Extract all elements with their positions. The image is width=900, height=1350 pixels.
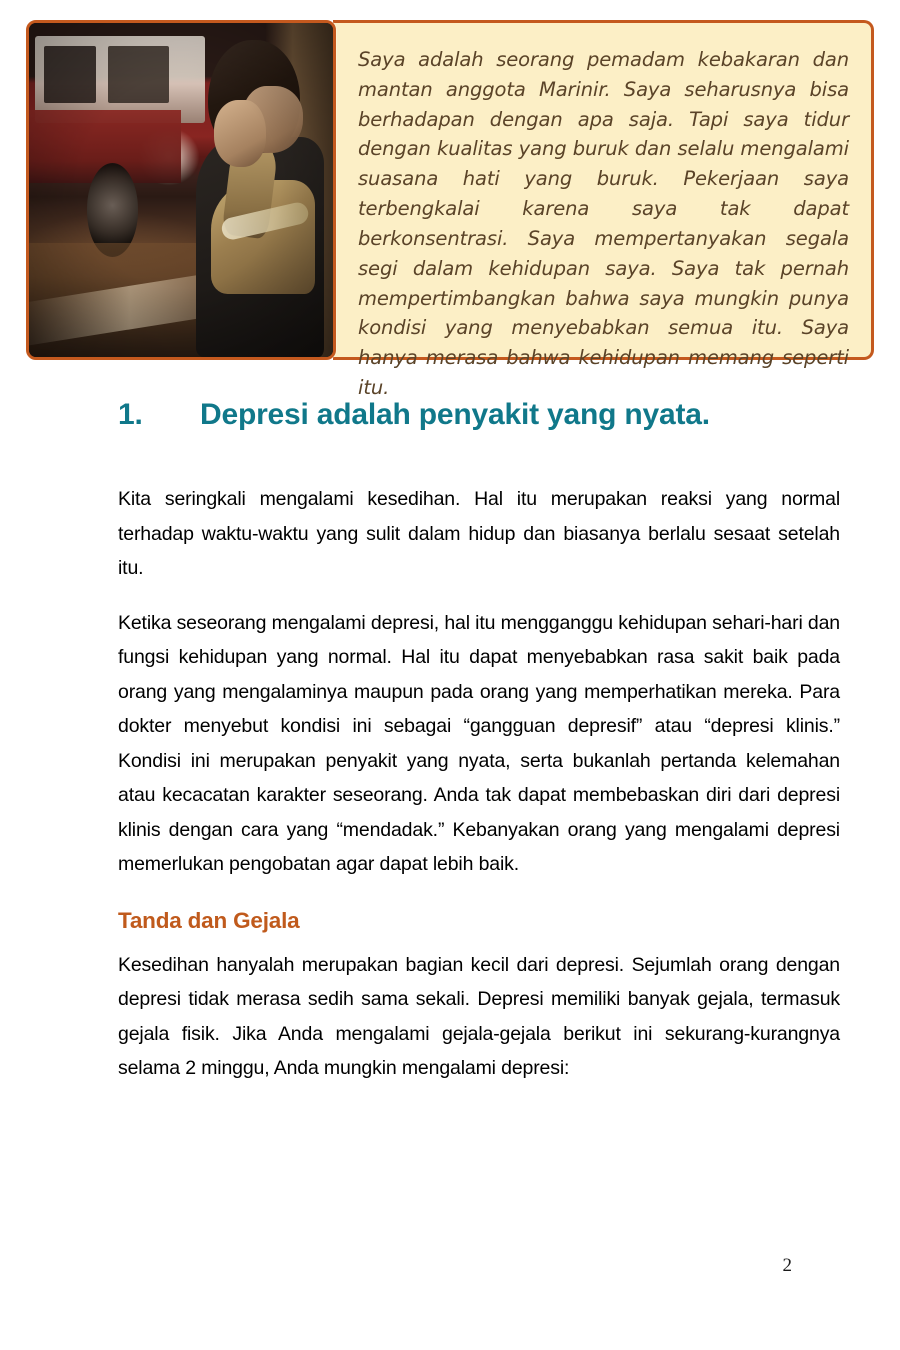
subheading-tanda-dan-gejala: Tanda dan Gejala <box>118 907 300 933</box>
body-content <box>118 482 840 1086</box>
photo-scene <box>29 23 333 357</box>
body-paragraph-1: Kita seringkali mengalami kesedihan. Hal itu merupakan reaksi yang normal terhadap waktu-waktu yang sulit dalam hidup dan biasanya berlalu sesaat setelah itu. <box>118 488 840 579</box>
pull-quote-box <box>333 20 874 400</box>
fire-truck-window-left-shape <box>44 46 96 103</box>
section-number: 1. <box>118 398 143 431</box>
fire-truck-window-right-shape <box>108 46 169 103</box>
body-paragraph-2: Ketika seseorang mengalami depresi, hal itu mengganggu kehidupan sehari-hari dan fungsi kehidupan yang normal. Hal itu dapat menyebabkan rasa sakit baik pada orang yang mengalaminya maupun pada orang yang memperhatikan mereka. Para dokter menyebut kondisi ini sebagai “gangguan depresif” atau “depresi klinis.” Kondisi ini merupakan penyakit yang nyata, serta bukanlah pertanda kelemahan atau kecacatan karakter seseorang. Anda tak dapat membebaskan diri dari depresi klinis dengan cara yang “mendadak.” Kebanyakan orang yang mengalami depresi memerlukan pengobatan agar dapat lebih baik. <box>118 611 840 875</box>
page-number: 2 <box>782 1255 792 1276</box>
firefighter-hand-shape <box>214 100 266 167</box>
body-paragraph-3: Kesedihan hanyalah merupakan bagian kecil dari depresi. Sejumlah orang dengan depresi tidak merasa sedih sama sekali. Depresi memiliki banyak gejala, termasuk gejala fisik. Jika Anda mengalami gejala-gejala berikut ini sekurang-kurangnya selama 2 minggu, Anda mungkin mengalami depresi: <box>118 953 840 1079</box>
section-title: Depresi adalah penyakit yang nyata. <box>200 398 710 431</box>
pull-quote-text: Saya adalah seorang pemadam kebakaran dan mantan anggota Marinir. Saya seharusnya bisa berhadapan dengan apa saja. Tapi saya tidur dengan kualitas yang buruk dan selalu mengalami suasana hati yang buruk. Pekerjaan saya terbengkalai karena saya tak dapat berkonsentrasi. Saya mempertanyakan segala segi dalam kehidupan saya. Saya tak pernah mempertimbangkan bahwa saya mungkin punya kondisi yang menyebabkan semua itu. Saya hanya merasa bahwa kehidupan memang seperti itu. <box>358 48 849 400</box>
feature-block <box>26 20 874 400</box>
firefighter-distress-photo <box>26 20 336 360</box>
section-heading <box>118 398 838 432</box>
